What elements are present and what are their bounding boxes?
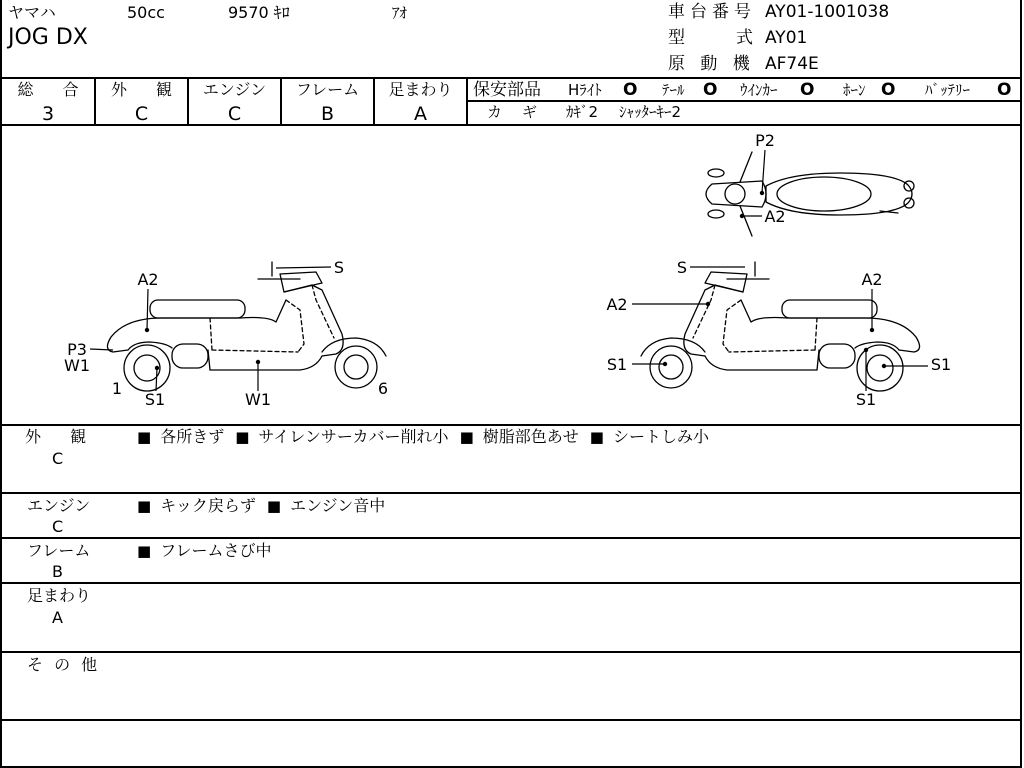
remark-grade-suspension: A (52, 608, 63, 627)
note-text: シートしみ小 (612, 427, 709, 446)
divider (467, 100, 1022, 102)
damage-point (256, 360, 260, 364)
safety-check-mark: O (997, 80, 1012, 100)
top-view-handlebar-lower (740, 206, 752, 236)
remark-notes-exterior (137, 428, 720, 446)
grade-value: C (227, 103, 242, 125)
note-bullet: ■ (137, 497, 152, 515)
chassis-number-label: 車台番号 (668, 2, 756, 22)
leader-line (156, 368, 157, 391)
remark-grade-engine: C (52, 517, 64, 536)
maker: ヤマハ (8, 3, 56, 22)
note-bullet: ■ (589, 428, 604, 446)
note-text: サイレンサーカバー削れ小 (258, 427, 449, 446)
note-text: エンジン音中 (290, 496, 386, 515)
safety-check-mark: O (623, 80, 638, 100)
damage-code-label: P2 (755, 131, 775, 150)
safety-item-horn: ﾎｰﾝ (843, 81, 866, 99)
safety-check-mark: O (881, 80, 896, 100)
damage-code-label: S1 (144, 390, 166, 409)
safety-check-mark: O (800, 80, 815, 100)
safety-item-taillight: ﾃｰﾙ (662, 81, 685, 99)
damage-code-label: A2 (606, 295, 628, 314)
note-bullet: ■ (266, 497, 282, 515)
note-text: 各所きず (160, 427, 225, 446)
note-bullet: ■ (235, 428, 250, 446)
remark-notes-frame (137, 542, 283, 560)
divider (0, 582, 1022, 584)
top-view-scooter (706, 152, 914, 236)
remark-label-other: そ の 他 (27, 655, 101, 674)
note-text: フレームさび中 (160, 541, 272, 560)
safety-item-winker: ｳｲﾝｶｰ (740, 81, 778, 99)
displacement: 50cc (127, 3, 165, 22)
top-view-body (766, 173, 912, 215)
scooter-damage-diagram (0, 126, 1024, 424)
safety-item-battery: ﾊﾞｯﾃﾘｰ (925, 81, 971, 99)
damage-code-label: S (676, 258, 688, 277)
engine-code: AF74E (765, 54, 819, 74)
remark-label-suspension: 足まわり (27, 586, 92, 605)
grade-value: 3 (41, 103, 55, 125)
damage-point (145, 328, 149, 332)
note-bullet: ■ (137, 428, 152, 446)
leader-line (276, 267, 331, 268)
divider (466, 77, 468, 126)
damage-code-label: S (333, 258, 345, 277)
divider (0, 651, 1022, 653)
note-bullet: ■ (137, 542, 152, 560)
model-name: JOG DX (8, 25, 88, 50)
damage-code-label: A2 (137, 270, 159, 289)
body-color: ｱｵ (392, 4, 408, 22)
mileage: 9570 ｷﾛ (228, 3, 290, 22)
top-view-handlebar-upper (740, 152, 752, 182)
remark-label-exterior: 外 観 (25, 427, 99, 446)
top-view-front-cowl (706, 181, 766, 207)
divider (0, 424, 1022, 426)
key-count: ｶｷﾞ2 (566, 103, 599, 121)
grade-label: 総 合 (17, 80, 91, 99)
grade-label: エンジン (202, 80, 267, 99)
divider (0, 77, 1022, 79)
grade-cell-suspension (375, 80, 466, 125)
grade-label: 外 観 (110, 80, 185, 99)
leader-line (90, 349, 113, 350)
damage-point (760, 191, 764, 195)
damage-code-label: A2 (861, 270, 883, 289)
grade-value: C (134, 103, 149, 125)
model-code-label-b: 式 (736, 28, 753, 48)
note-bullet: ■ (459, 428, 474, 446)
damage-code-label: A2 (764, 207, 786, 226)
model-code-label-a: 型 (668, 28, 685, 48)
model-code: AY01 (765, 28, 808, 48)
top-view-mirror-lower (708, 210, 724, 218)
top-view-taillight-lower (904, 198, 914, 208)
damage-code-label: 6 (377, 379, 389, 398)
remark-grade-exterior: C (52, 449, 64, 468)
damage-code-label: S1 (606, 355, 628, 374)
grade-value: B (320, 103, 335, 125)
damage-point (870, 328, 874, 332)
grade-cell-frame (282, 80, 373, 125)
damage-point (740, 214, 744, 218)
damage-code-label: S1 (930, 355, 952, 374)
damage-code-label: W1 (245, 390, 271, 409)
damage-point (663, 362, 667, 366)
damage-code-label: W1 (64, 356, 90, 375)
remark-label-engine: エンジン (27, 496, 91, 515)
grade-cell-engine (189, 80, 280, 125)
grade-label: 足まわり (388, 80, 453, 99)
damage-code-label: P3 (67, 340, 87, 359)
safety-check-mark: O (703, 80, 718, 100)
shutter-key-count: ｼｬｯﾀｰｷｰ2 (619, 103, 682, 121)
keys-label-b: ギ (522, 103, 538, 121)
divider (0, 492, 1022, 494)
grade-label: フレーム (295, 80, 360, 99)
remark-grade-frame: B (52, 562, 63, 581)
damage-code-label: 1 (111, 379, 123, 398)
chassis-number: AY01-1001038 (765, 2, 890, 22)
safety-item-headlight: Hﾗｲﾄ (568, 81, 602, 99)
damage-point (155, 366, 159, 370)
remark-notes-engine (137, 497, 396, 515)
note-text: キック戻らず (160, 496, 256, 515)
damage-code-label: S1 (855, 390, 877, 409)
engine-code-label: 原 動 機 (668, 54, 755, 74)
divider (0, 537, 1022, 539)
grade-cell-exterior (96, 80, 187, 125)
leader-line (147, 289, 148, 330)
damage-point (882, 364, 886, 368)
damage-point (864, 348, 868, 352)
top-view-meter (725, 184, 745, 204)
keys-label-a: カ (487, 103, 503, 121)
damage-point (706, 302, 710, 306)
safety-parts-label: 保安部品 (473, 80, 541, 100)
grade-cell-overall (2, 80, 94, 125)
top-view-mirror-upper (708, 169, 724, 177)
top-view-seat (777, 177, 871, 211)
note-text: 樹脂部色あせ (482, 427, 579, 446)
remark-label-frame: フレーム (27, 541, 91, 560)
grade-value: A (414, 103, 427, 125)
divider (0, 719, 1022, 721)
